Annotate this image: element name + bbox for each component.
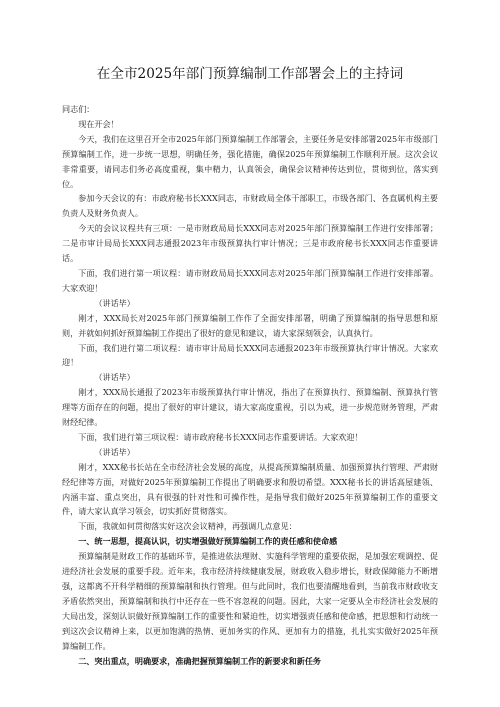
- paragraph-agenda-item-3: 下面，我们进行第三项议程：请市政府秘书长XXX同志作重要讲话。大家欢迎！: [78, 431, 363, 442]
- paragraph-summary-3: 刚才，XXX秘书长站在全市经济社会发展的高度，从提高预算编制质量、加强预算执行管理、严肃财经纪律等方面，对做好2025年预算编制工作提出了明确要求和殷切希望。XXX秘书长的讲话高屋建瓴、内涵丰富、重点突出，具有很强的针对性和可操作性，是指导我们做好2025年预算编制工作的重要文件，请大家认真学习领会，切实抓好贯彻落实。: [62, 461, 438, 517]
- speech-end-note-1: （讲话毕）: [94, 297, 135, 308]
- paragraph-meeting-purpose: 今天，我们在这里召开全市2025年部门预算编制工作部署会，主要任务是安排部署2025年市级部门预算编制工作，进一步统一思想，明确任务，强化措施，确保2025年预算编制工作顺利开展。这次会议非常重要，请同志们务必高度重视，集中精力，认真领会，确保会议精神传达到位，贯彻到位，落实到位。: [62, 133, 438, 189]
- paragraph-agenda: 今天的会议议程共有三项：一是市财政局局长XXX同志对2025年部门预算编制工作进行安排部署；二是市审计局局长XXX同志通报2023年市级预算执行审计情况；三是市政府秘书长XXX同志作重要讲话。: [62, 223, 438, 264]
- paragraph-section-1: 预算编制是财政工作的基础环节，是推进依法理财、实施科学管理的重要依据，是加强宏观调控、促进经济社会发展的重要手段。近年来，我市经济持续健康发展，财政收入稳步增长，财政保障能力不断增强，这都离不开科学精细的预算编制和执行管理。但与此同时，我们也要清醒地看到，当前我市财政收支矛盾依然突出，预算编制和执行中还存在一些不容忽视的问题。因此，大家一定要从全市经济社会发展的大局出发，深刻认识做好预算编制工作的重要性和紧迫性，切实增强责任感和使命感，把思想和行动统一到这次会议精神上来，以更加饱满的热情、更加务实的作风、更加有力的措施，扎扎实实做好2025年预算编制工作。: [62, 551, 438, 651]
- opening-line: 现在开会！: [78, 118, 119, 129]
- salutation: 同志们：: [62, 104, 95, 114]
- speech-end-note-3: （讲话毕）: [94, 446, 135, 457]
- paragraph-agenda-item-1: 下面，我们进行第一项议程：请市财政局局长XXX同志对2025年部门预算编制工作进行安排部署。大家欢迎！: [62, 267, 438, 293]
- paragraph-agenda-item-2: 下面，我们进行第二项议程：请市审计局局长XXX同志通报2023年市级预算执行审计情况。大家欢迎！: [62, 342, 438, 368]
- speech-end-note-2: （讲话毕）: [94, 372, 135, 383]
- paragraph-attendees: 参加今天会议的有：市政府秘书长XXX同志，市财政局全体干部职工，市级各部门、各直属机构主要负责人及财务负责人。: [62, 193, 438, 219]
- section-heading-1: 一、统一思想，提高认识，切实增强做好预算编制工作的责任感和使命感: [78, 536, 338, 547]
- paragraph-summary-1: 刚才，XXX局长对2025年部门预算编制工作作了全面安排部署，明确了预算编制的指导思想和原则，并就如何抓好预算编制工作提出了很好的意见和建议，请大家深刻领会，认真执行。: [62, 312, 438, 338]
- paragraph-emphasis-intro: 下面，我就如何贯彻落实好这次会议精神，再强调几点意见：: [78, 521, 297, 532]
- paragraph-summary-2: 刚才，XXX局长通报了2023年市级预算执行审计情况，指出了在预算执行、预算编制、预算执行管理等方面存在的问题，提出了很好的审计建议，请大家高度重视，引以为戒，进一步规范财务管理，严肃财经纪律。: [62, 387, 438, 428]
- document-title: 在全市2025年部门预算编制工作部署会上的主持词: [96, 66, 404, 82]
- section-heading-2: 二、突出重点，明确要求，准确把握预算编制工作的新要求和新任务: [78, 655, 322, 666]
